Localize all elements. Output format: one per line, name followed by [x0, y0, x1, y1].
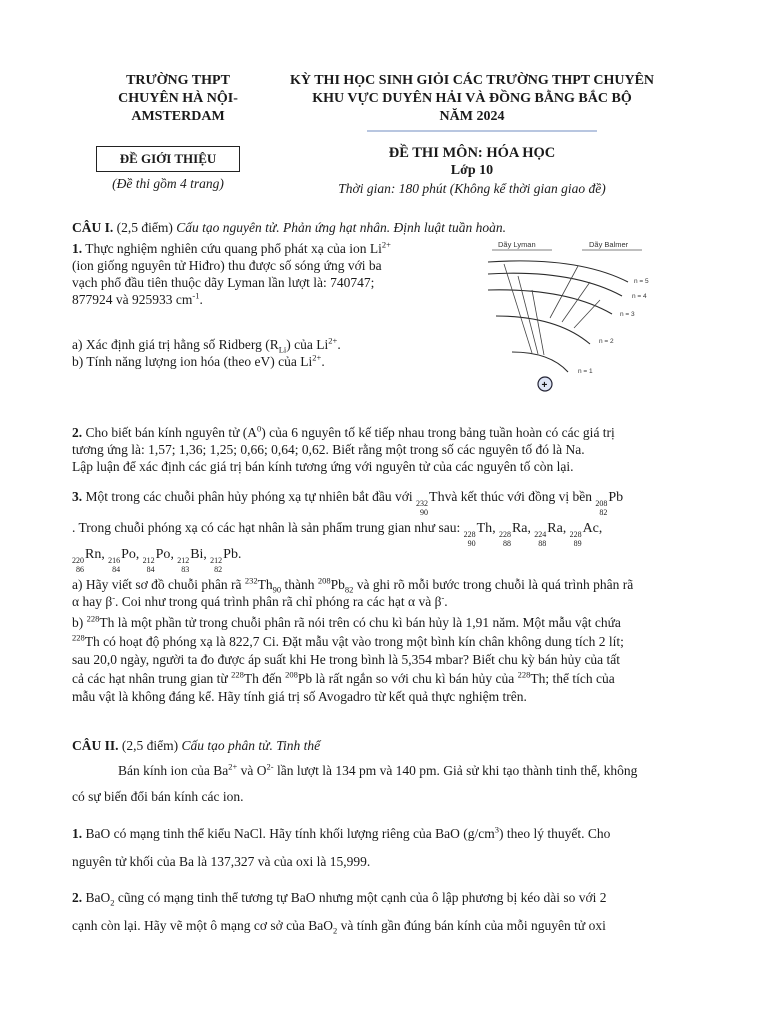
- lyman-transition-2: [518, 276, 538, 354]
- isotope-th232: 232 90 Th: [416, 490, 445, 517]
- q2-part2: 2. BaO$_2$ cũng có mạng tinh thể tương tự BaO nhưng một cạnh của ô lập phương bị kéo dài so với 2 cạnh còn lại. Hãy vẽ một ô mạng cơ sở của BaO$_2$ và tính gần đúng bán kính của mỗi nguyên tử oxi: [72, 890, 607, 936]
- question-2-heading: CÂU II. (2,5 điểm) Cấu tạo phân tử. Tinh thể: [72, 738, 321, 753]
- lyman-label: Dãy Lyman: [498, 240, 536, 249]
- orbit-n1: [512, 352, 568, 372]
- time-note: Thời gian: 180 phút (Không kể thời gian giao đề): [338, 181, 606, 196]
- subject-title: ĐỀ THI MÔN: HÓA HỌC: [388, 145, 556, 161]
- balmer-label: Dãy Balmer: [589, 240, 629, 249]
- orbit-n3: [488, 290, 612, 314]
- school-name: TRƯỜNG THPT CHUYÊN HÀ NỘI- AMSTERDAM: [118, 73, 238, 124]
- q1-part2-text: 2. Cho biết bán kính nguyên tử $(A^0)$ của 6 nguyên tố kế tiếp nhau trong bảng tuần hoàn có các giá trị tương ứng là: 1,57; 1,36; 1,25; 0,66; 0,64; 0,62. Biết rằng một trong số các nguyên tố đó là Na. Lập luận để xác định các giá trị bán kính tương ứng với nguyên tử của các nguyên tố còn lại.: [72, 423, 615, 474]
- exam-title: KỲ THI HỌC SINH GIỎI CÁC TRƯỜNG THPT CHUYÊN KHU VỰC DUYÊN HẢI VÀ ĐỒNG BẰNG BẮC BỘ NĂM 2024: [289, 73, 655, 124]
- isotope-po212: 212 84 Po: [142, 547, 171, 574]
- intro-box: ĐỀ GIỚI THIỆU: [96, 146, 240, 172]
- q1-part3-b: b) $^{228}$Th là một phần tử trong chuỗi phân rã nói trên có chu kì bán hủy là 1,91 năm. Một mẫu vật chứa $^{228}$Th có hoạt độ phóng xạ là 822,7 Ci. Đặt mẫu vật vào trong một bình kín chân không dung tích 2 lít; sau 20,0 ngày, người ta đo được áp suất khi He trong bình là 5,354 mbar? Biết chu kỳ bán hủy của tất cả các hạt nhân trung gian từ $^{228}$Th đến $^{208}$Pb là rất ngắn so với chu kì bán hủy của $^{228}$Th; thể tích của mẫu vật là không đáng kể. Hãy tính giá trị số Avogadro từ kết quả thực nghiệm trên.: [72, 613, 624, 704]
- q1-part3-a: a) Hãy viết sơ đồ chuỗi phân rã $^{232}Th_{90}$ thành $^{208}Pb_{82}$ và ghi rõ mỗi bước trong chuỗi là quá trình phân rã α hay β-. Coi như trong quá trình phân rã chỉ phóng ra các hạt α và β-.: [72, 575, 634, 609]
- level-label: n = 3: [620, 311, 635, 318]
- isotope-po216: 216 84 Po: [108, 547, 136, 574]
- header-divider: [367, 130, 597, 132]
- isotope-rn220: 220 86 Rn: [72, 547, 102, 574]
- q1-part3-line2: . Trong chuỗi phóng xạ có các hạt nhân là sản phẩm trung gian như sau: 228 90 Th, 228 88 Ra, 224 88 Ra, 228 89 Ac,: [72, 520, 603, 548]
- q1-part1-questions: a) Xác định giá trị hằng số Ridberg $(R_{Li})$ của $Li^{2+}$. b) Tính năng lượng ion hóa (theo eV) của $Li^{2+}$.: [72, 335, 341, 369]
- spectral-series-diagram: [482, 236, 702, 396]
- isotope-ra224: 224 88 Ra: [534, 521, 563, 548]
- level-label: n = 5: [634, 278, 649, 285]
- level-label: n = 2: [599, 338, 614, 345]
- isotope-pb212: 212 82 Pb: [210, 547, 238, 574]
- balmer-transition-1: [550, 266, 578, 318]
- lyman-transition-3: [532, 290, 544, 355]
- grade: Lớp 10: [450, 163, 494, 178]
- q2-part1: 1. BaO có mạng tinh thể kiểu NaCl. Hãy tính khối lượng riêng của BaO $(g/cm^3)$ theo lý thuyết. Cho nguyên tử khối của Ba là 137,327 và của oxi là 15,999.: [72, 824, 611, 869]
- isotope-pb208: 208 82 Pb: [595, 490, 624, 517]
- q1-part3-line1: 3. Một trong các chuỗi phân hủy phóng xạ tự nhiên bắt đầu với 232 90 Thvà kết thúc với đồng vị bền 208 82 Pb: [72, 489, 624, 517]
- question-1-heading: CÂU I. (2,5 điểm) Cấu tạo nguyên tử. Phản ứng hạt nhân. Định luật tuần hoàn.: [72, 220, 506, 235]
- balmer-transition-3: [574, 300, 600, 328]
- level-label: n = 1: [578, 368, 593, 375]
- level-label: n = 4: [632, 293, 647, 300]
- isotope-th228: 228 90 Th: [463, 521, 493, 548]
- q1-part1-text: 1. Thực nghiệm nghiên cứu quang phổ phát xạ của ion $Li^{2+}$ (ion giống nguyên tử Hiđro) thu được số sóng ứng với ba vạch phổ đầu tiên thuộc dãy Lyman lần lượt là: 740747; 877924 và 925933 $cm^{-1}$.: [72, 239, 391, 307]
- isotope-ac228: 228 89 Ac: [569, 521, 599, 548]
- orbit-n2: [496, 316, 590, 344]
- q2-intro: Bán kính ion của $Ba^{2+}$ và $O^{2-}$ lần lượt là 134 pm và 140 pm. Giả sử khi tạo thành tinh thể, không có sự biến đổi bán kính các ion.: [72, 761, 638, 804]
- isotope-bi212: 212 83 Bi: [177, 547, 204, 574]
- nucleus-sign: +: [541, 380, 548, 391]
- q1-part3-line3: 220 86 Rn, 216 84 Po, 212 84 Po, 212 83 Bi, 212 82 Pb.: [72, 546, 242, 574]
- pages-note: (Đề thi gồm 4 trang): [112, 176, 224, 191]
- isotope-ra228: 228 88 Ra: [498, 521, 528, 548]
